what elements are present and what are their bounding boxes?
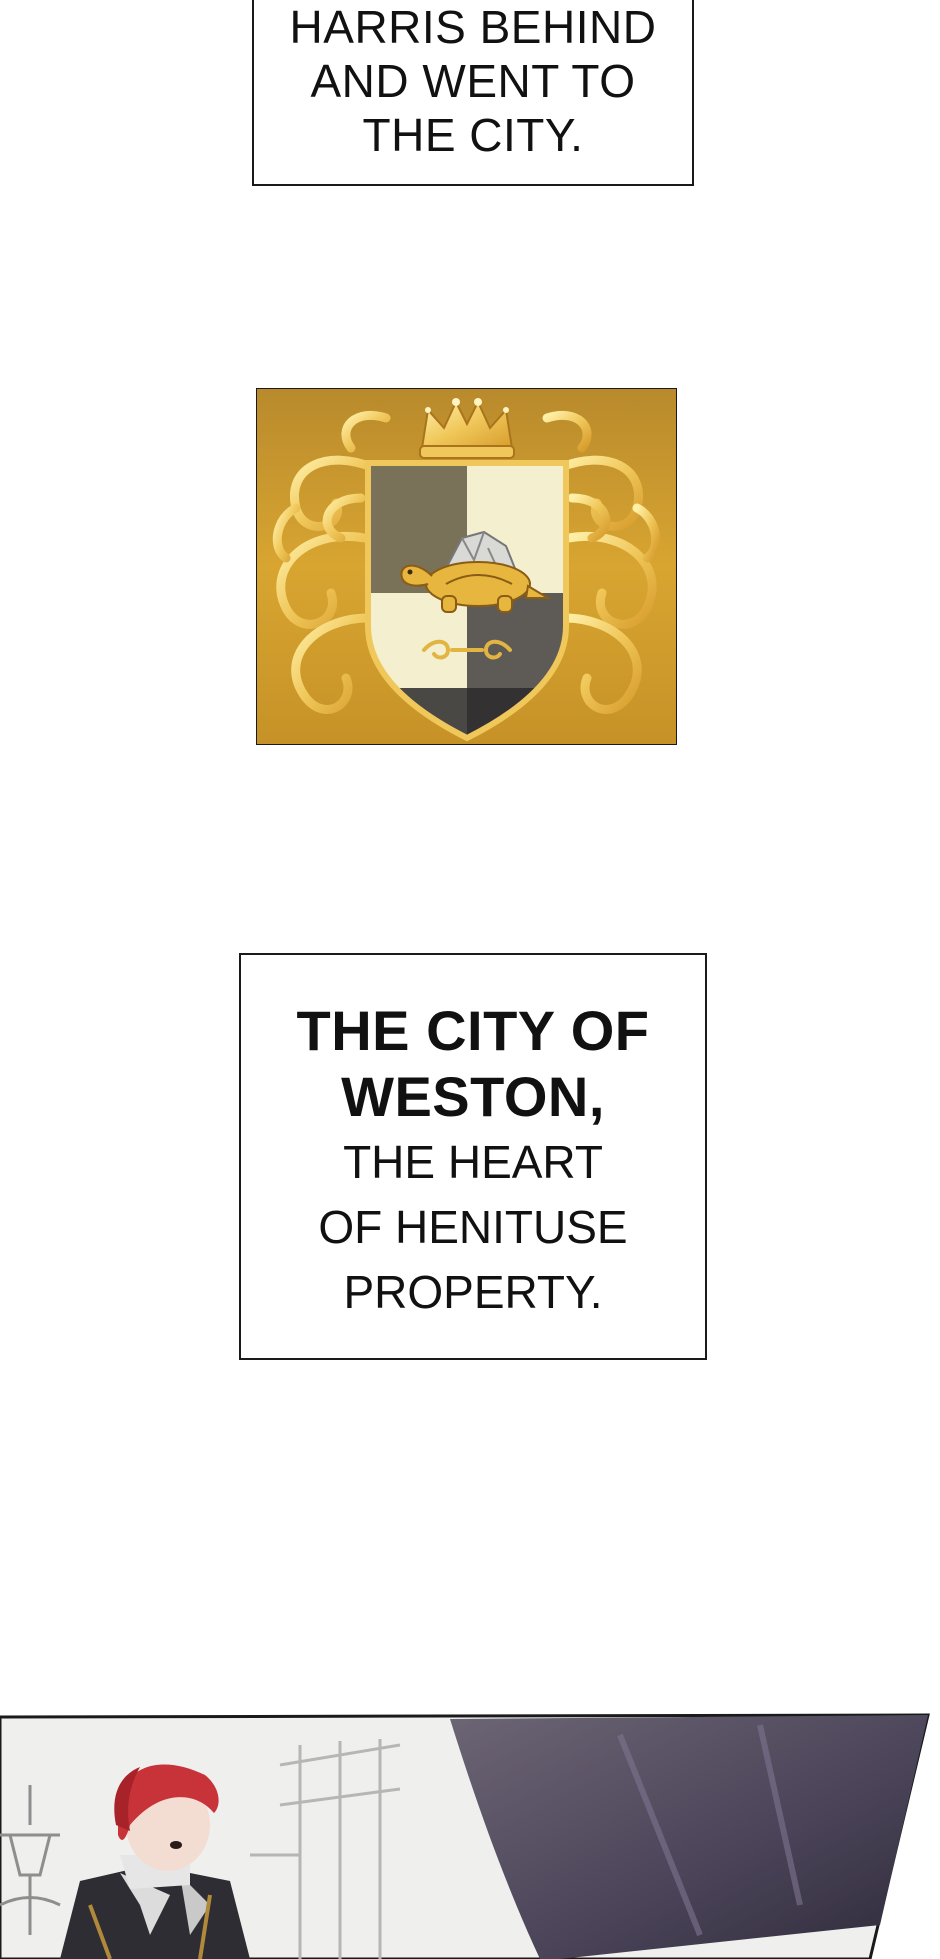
narration-box-city: [239, 953, 707, 1360]
narration-line: OF HENITUSE: [318, 1201, 628, 1253]
comic-panel-city-scene: [0, 1705, 940, 1959]
narration-box-top: [252, 0, 694, 186]
family-crest-panel: [256, 388, 677, 745]
narration-line-bold: THE CITY OF: [296, 999, 650, 1062]
narration-line: HARRIS BEHIND: [289, 1, 657, 53]
narration-line: AND WENT TO: [310, 55, 636, 107]
narration-line: PROPERTY.: [343, 1266, 603, 1318]
narration-line-bold: WESTON,: [341, 1065, 605, 1128]
narration-line: THE CITY.: [362, 109, 584, 161]
narration-line: THE HEART: [343, 1136, 603, 1188]
